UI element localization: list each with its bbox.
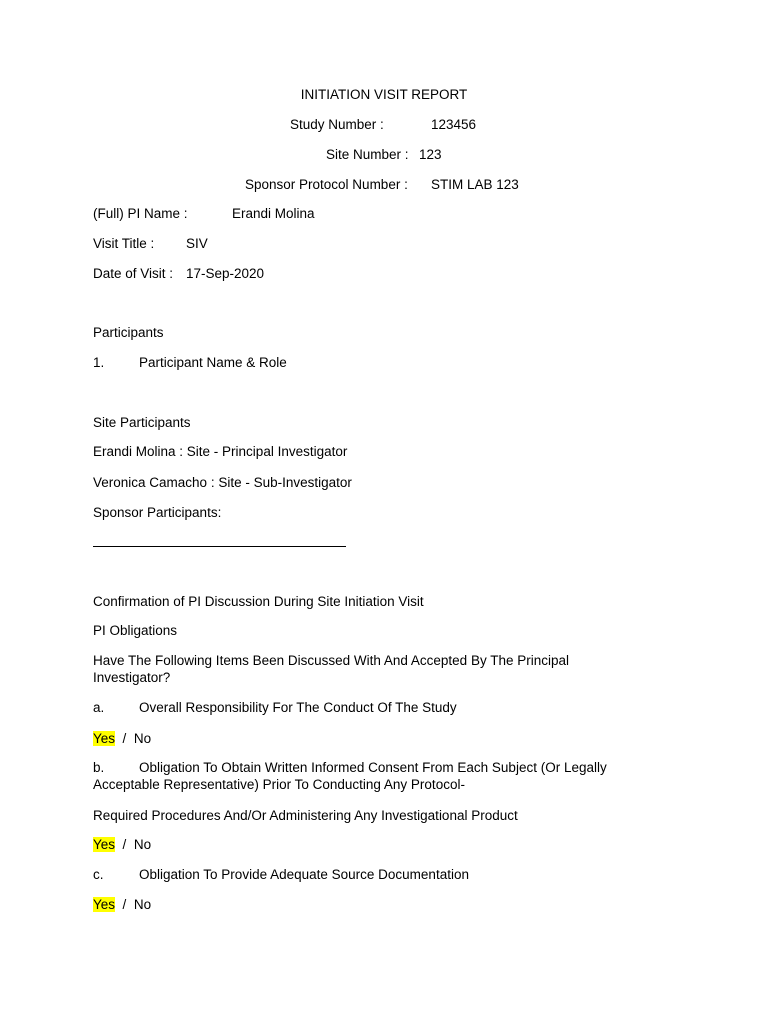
- protocol-number-value: STIM LAB 123: [431, 177, 519, 192]
- pi-name-label: (Full) PI Name :: [93, 206, 188, 221]
- site-participant-entry: Veronica Camacho : Site - Sub-Investigator: [93, 475, 352, 490]
- no-option: No: [133, 897, 152, 912]
- yes-option-selected: Yes: [93, 837, 116, 852]
- no-option: No: [133, 837, 152, 852]
- protocol-number-label: Sponsor Protocol Number :: [245, 177, 408, 192]
- item-text: Required Procedures And/Or Administering Any Investigational Product: [93, 808, 518, 823]
- visit-date-label: Date of Visit :: [93, 266, 174, 281]
- item-letter: b.: [93, 760, 105, 775]
- participants-heading: Participants: [93, 325, 164, 340]
- yes-no-answer: [93, 837, 151, 853]
- participant-item-number: 1.: [93, 355, 105, 370]
- item-text: Obligation To Obtain Written Informed Consent From Each Subject (Or Legally: [139, 760, 607, 775]
- answer-separator: /: [122, 731, 127, 746]
- obligations-subheading: PI Obligations: [93, 623, 178, 638]
- study-number-value: 123456: [431, 117, 477, 132]
- study-number-label: Study Number :: [290, 117, 384, 132]
- item-text: Obligation To Provide Adequate Source Documentation: [139, 867, 469, 882]
- yes-no-answer: [93, 731, 151, 747]
- sponsor-participants-heading: Sponsor Participants:: [93, 505, 222, 520]
- site-number-value: 123: [419, 147, 442, 162]
- discussion-heading: Confirmation of PI Discussion During Site Initiation Visit: [93, 594, 424, 609]
- site-number-label: Site Number :: [326, 147, 409, 162]
- visit-date-value: 17-Sep-2020: [186, 266, 265, 281]
- site-participants-heading: Site Participants: [93, 415, 191, 430]
- participant-item-text: Participant Name & Role: [139, 355, 287, 370]
- yes-option-selected: Yes: [93, 731, 116, 746]
- question-line: Investigator?: [93, 670, 171, 685]
- item-text: Overall Responsibility For The Conduct Of The Study: [139, 700, 457, 715]
- visit-title-value: SIV: [186, 236, 208, 251]
- yes-no-answer: [93, 897, 151, 913]
- visit-title-label: Visit Title :: [93, 236, 155, 251]
- site-participant-entry: Erandi Molina : Site - Principal Investigator: [93, 444, 348, 459]
- report-title: INITIATION VISIT REPORT: [300, 87, 468, 102]
- signature-line: [93, 546, 346, 547]
- answer-separator: /: [122, 837, 127, 852]
- item-letter: a.: [93, 700, 105, 715]
- answer-separator: /: [122, 897, 127, 912]
- no-option: No: [133, 731, 152, 746]
- pi-name-value: Erandi Molina: [232, 206, 315, 221]
- item-letter: c.: [93, 867, 104, 882]
- question-line: Have The Following Items Been Discussed With And Accepted By The Principal: [93, 653, 569, 668]
- item-text: Acceptable Representative) Prior To Conducting Any Protocol-: [93, 777, 465, 792]
- yes-option-selected: Yes: [93, 897, 116, 912]
